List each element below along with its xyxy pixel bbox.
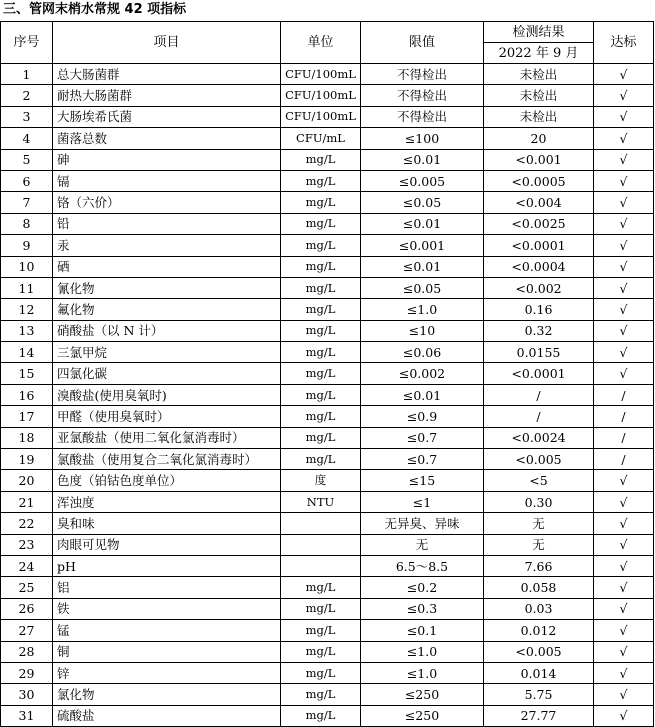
pass-cell: √ xyxy=(594,128,654,149)
result-cell: 0.012 xyxy=(484,620,594,641)
table-row xyxy=(1,256,654,277)
unit-cell xyxy=(281,534,361,555)
table-row xyxy=(1,470,654,491)
table-row xyxy=(1,620,654,641)
seq-cell: 31 xyxy=(1,705,53,726)
unit-cell: mg/L xyxy=(281,235,361,256)
table-row xyxy=(1,577,654,598)
result-cell: <0.002 xyxy=(484,277,594,298)
table-row xyxy=(1,170,654,191)
table-row xyxy=(1,449,654,470)
table-row xyxy=(1,235,654,256)
pass-cell: √ xyxy=(594,620,654,641)
limit-cell: ≤250 xyxy=(361,684,484,705)
pass-cell: √ xyxy=(594,192,654,213)
item-cell: 铝 xyxy=(53,577,281,598)
result-cell: <0.005 xyxy=(484,641,594,662)
table-row xyxy=(1,427,654,448)
pass-cell: √ xyxy=(594,277,654,298)
unit-cell: mg/L xyxy=(281,641,361,662)
item-cell: 铜 xyxy=(53,641,281,662)
unit-cell: mg/L xyxy=(281,170,361,191)
limit-cell: 不得检出 xyxy=(361,106,484,127)
pass-cell: √ xyxy=(594,256,654,277)
limit-cell: 不得检出 xyxy=(361,85,484,106)
result-cell: 0.32 xyxy=(484,320,594,341)
table-row xyxy=(1,705,654,726)
pass-cell: √ xyxy=(594,106,654,127)
result-cell: <0.0001 xyxy=(484,363,594,384)
seq-cell: 4 xyxy=(1,128,53,149)
result-cell: <0.005 xyxy=(484,449,594,470)
item-cell: 耐热大肠菌群 xyxy=(53,85,281,106)
pass-cell: √ xyxy=(594,235,654,256)
limit-cell: ≤1 xyxy=(361,491,484,512)
seq-cell: 13 xyxy=(1,320,53,341)
seq-cell: 11 xyxy=(1,277,53,298)
limit-cell: ≤0.01 xyxy=(361,384,484,405)
item-cell: 三氯甲烷 xyxy=(53,342,281,363)
result-cell: 0.014 xyxy=(484,662,594,683)
item-cell: 甲醛（使用臭氧时） xyxy=(53,406,281,427)
limit-cell: ≤0.05 xyxy=(361,192,484,213)
seq-cell: 24 xyxy=(1,555,53,576)
result-cell: 0.0155 xyxy=(484,342,594,363)
unit-cell: CFU/100mL xyxy=(281,85,361,106)
pass-cell: √ xyxy=(594,598,654,619)
item-cell: 色度（铂钴色度单位） xyxy=(53,470,281,491)
seq-cell: 9 xyxy=(1,235,53,256)
table-row xyxy=(1,320,654,341)
limit-cell: 6.5～8.5 xyxy=(361,555,484,576)
pass-cell: √ xyxy=(594,641,654,662)
item-cell: 铅 xyxy=(53,213,281,234)
pass-cell: / xyxy=(594,406,654,427)
table-row xyxy=(1,277,654,298)
seq-cell: 28 xyxy=(1,641,53,662)
unit-cell: CFU/mL xyxy=(281,128,361,149)
limit-cell: 无 xyxy=(361,534,484,555)
unit-cell: mg/L xyxy=(281,342,361,363)
pass-cell: √ xyxy=(594,299,654,320)
header-seq: 序号 xyxy=(1,22,53,64)
result-cell: 未检出 xyxy=(484,64,594,85)
table-row xyxy=(1,106,654,127)
seq-cell: 23 xyxy=(1,534,53,555)
item-cell: 浑浊度 xyxy=(53,491,281,512)
result-cell: <0.0024 xyxy=(484,427,594,448)
unit-cell: mg/L xyxy=(281,406,361,427)
seq-cell: 22 xyxy=(1,513,53,534)
unit-cell: mg/L xyxy=(281,320,361,341)
item-cell: 铁 xyxy=(53,598,281,619)
seq-cell: 16 xyxy=(1,384,53,405)
result-cell: 未检出 xyxy=(484,85,594,106)
table-row xyxy=(1,192,654,213)
limit-cell: ≤1.0 xyxy=(361,299,484,320)
item-cell: 硝酸盐（以 N 计） xyxy=(53,320,281,341)
table-row xyxy=(1,662,654,683)
unit-cell: mg/L xyxy=(281,277,361,298)
unit-cell: CFU/100mL xyxy=(281,64,361,85)
item-cell: 锌 xyxy=(53,662,281,683)
table-row xyxy=(1,213,654,234)
unit-cell xyxy=(281,555,361,576)
seq-cell: 3 xyxy=(1,106,53,127)
pass-cell: √ xyxy=(594,149,654,170)
item-cell: 氯酸盐（使用复合二氧化氯消毒时） xyxy=(53,449,281,470)
limit-cell: ≤0.01 xyxy=(361,213,484,234)
result-cell: 0.03 xyxy=(484,598,594,619)
limit-cell: ≤0.2 xyxy=(361,577,484,598)
limit-cell: ≤0.01 xyxy=(361,149,484,170)
limit-cell: ≤0.005 xyxy=(361,170,484,191)
unit-cell: mg/L xyxy=(281,384,361,405)
unit-cell: mg/L xyxy=(281,427,361,448)
pass-cell: √ xyxy=(594,470,654,491)
item-cell: 肉眼可见物 xyxy=(53,534,281,555)
unit-cell: mg/L xyxy=(281,449,361,470)
limit-cell: ≤0.3 xyxy=(361,598,484,619)
pass-cell: √ xyxy=(594,577,654,598)
limit-cell: ≤0.05 xyxy=(361,277,484,298)
result-cell: <0.004 xyxy=(484,192,594,213)
result-cell: 未检出 xyxy=(484,106,594,127)
section-heading: 三、管网末梢水常规 42 项指标 xyxy=(3,2,187,17)
table-row xyxy=(1,406,654,427)
pass-cell: √ xyxy=(594,684,654,705)
item-cell: 砷 xyxy=(53,149,281,170)
indicator-table xyxy=(0,21,654,727)
seq-cell: 25 xyxy=(1,577,53,598)
item-cell: 亚氯酸盐（使用二氧化氯消毒时） xyxy=(53,427,281,448)
unit-cell: mg/L xyxy=(281,363,361,384)
limit-cell: 无异臭、异味 xyxy=(361,513,484,534)
seq-cell: 2 xyxy=(1,85,53,106)
unit-cell: mg/L xyxy=(281,149,361,170)
table-row xyxy=(1,342,654,363)
result-cell: 0.16 xyxy=(484,299,594,320)
pass-cell: √ xyxy=(594,491,654,512)
item-cell: 溴酸盐(使用臭氧时) xyxy=(53,384,281,405)
seq-cell: 6 xyxy=(1,170,53,191)
seq-cell: 29 xyxy=(1,662,53,683)
table-body xyxy=(1,64,654,727)
seq-cell: 19 xyxy=(1,449,53,470)
limit-cell: ≤15 xyxy=(361,470,484,491)
item-cell: 硫酸盐 xyxy=(53,705,281,726)
pass-cell: √ xyxy=(594,320,654,341)
table-row xyxy=(1,299,654,320)
table-row xyxy=(1,641,654,662)
result-cell: 7.66 xyxy=(484,555,594,576)
seq-cell: 10 xyxy=(1,256,53,277)
header-result-group: 检测结果 xyxy=(484,22,594,43)
seq-cell: 15 xyxy=(1,363,53,384)
item-cell: 铬（六价） xyxy=(53,192,281,213)
unit-cell: mg/L xyxy=(281,620,361,641)
unit-cell: mg/L xyxy=(281,192,361,213)
item-cell: 菌落总数 xyxy=(53,128,281,149)
seq-cell: 30 xyxy=(1,684,53,705)
unit-cell: mg/L xyxy=(281,598,361,619)
limit-cell: ≤0.7 xyxy=(361,427,484,448)
result-cell: <0.0001 xyxy=(484,235,594,256)
seq-cell: 26 xyxy=(1,598,53,619)
unit-cell: mg/L xyxy=(281,684,361,705)
header-limit: 限值 xyxy=(361,22,484,64)
pass-cell: √ xyxy=(594,534,654,555)
table-row xyxy=(1,598,654,619)
seq-cell: 1 xyxy=(1,64,53,85)
limit-cell: 不得检出 xyxy=(361,64,484,85)
unit-cell xyxy=(281,513,361,534)
unit-cell: mg/L xyxy=(281,256,361,277)
pass-cell: √ xyxy=(594,64,654,85)
seq-cell: 27 xyxy=(1,620,53,641)
pass-cell: √ xyxy=(594,342,654,363)
limit-cell: ≤0.1 xyxy=(361,620,484,641)
limit-cell: ≤0.002 xyxy=(361,363,484,384)
item-cell: pH xyxy=(53,555,281,576)
limit-cell: ≤1.0 xyxy=(361,662,484,683)
seq-cell: 20 xyxy=(1,470,53,491)
seq-cell: 7 xyxy=(1,192,53,213)
table-row xyxy=(1,363,654,384)
seq-cell: 14 xyxy=(1,342,53,363)
result-cell: <5 xyxy=(484,470,594,491)
limit-cell: ≤0.001 xyxy=(361,235,484,256)
item-cell: 臭和味 xyxy=(53,513,281,534)
seq-cell: 8 xyxy=(1,213,53,234)
unit-cell: mg/L xyxy=(281,577,361,598)
table-row xyxy=(1,684,654,705)
item-cell: 总大肠菌群 xyxy=(53,64,281,85)
pass-cell: √ xyxy=(594,170,654,191)
table-row xyxy=(1,64,654,85)
item-cell: 汞 xyxy=(53,235,281,256)
header-pass: 达标 xyxy=(594,22,654,64)
table-row xyxy=(1,555,654,576)
limit-cell: ≤1.0 xyxy=(361,641,484,662)
pass-cell: √ xyxy=(594,662,654,683)
unit-cell: mg/L xyxy=(281,213,361,234)
header-unit: 单位 xyxy=(281,22,361,64)
limit-cell: ≤0.01 xyxy=(361,256,484,277)
header-result-date: 2022 年 9 月 xyxy=(484,43,594,64)
item-cell: 氯化物 xyxy=(53,684,281,705)
result-cell: / xyxy=(484,384,594,405)
pass-cell: / xyxy=(594,449,654,470)
seq-cell: 12 xyxy=(1,299,53,320)
item-cell: 硒 xyxy=(53,256,281,277)
table-row xyxy=(1,513,654,534)
result-cell: <0.0025 xyxy=(484,213,594,234)
result-cell: <0.0005 xyxy=(484,170,594,191)
unit-cell: CFU/100mL xyxy=(281,106,361,127)
table-row xyxy=(1,384,654,405)
item-cell: 锰 xyxy=(53,620,281,641)
result-cell: 无 xyxy=(484,513,594,534)
unit-cell: mg/L xyxy=(281,299,361,320)
result-cell: 0.058 xyxy=(484,577,594,598)
seq-cell: 21 xyxy=(1,491,53,512)
unit-cell: NTU xyxy=(281,491,361,512)
pass-cell: √ xyxy=(594,363,654,384)
pass-cell: √ xyxy=(594,513,654,534)
pass-cell: √ xyxy=(594,705,654,726)
item-cell: 镉 xyxy=(53,170,281,191)
item-cell: 氟化物 xyxy=(53,299,281,320)
result-cell: / xyxy=(484,406,594,427)
limit-cell: ≤100 xyxy=(361,128,484,149)
table-row xyxy=(1,85,654,106)
limit-cell: ≤250 xyxy=(361,705,484,726)
table-row xyxy=(1,149,654,170)
result-cell: 0.30 xyxy=(484,491,594,512)
result-cell: 无 xyxy=(484,534,594,555)
result-cell: 27.77 xyxy=(484,705,594,726)
limit-cell: ≤10 xyxy=(361,320,484,341)
item-cell: 大肠埃希氏菌 xyxy=(53,106,281,127)
header-item: 项目 xyxy=(53,22,281,64)
limit-cell: ≤0.06 xyxy=(361,342,484,363)
unit-cell: 度 xyxy=(281,470,361,491)
seq-cell: 17 xyxy=(1,406,53,427)
result-cell: 20 xyxy=(484,128,594,149)
result-cell: <0.001 xyxy=(484,149,594,170)
seq-cell: 5 xyxy=(1,149,53,170)
item-cell: 四氯化碳 xyxy=(53,363,281,384)
result-cell: <0.0004 xyxy=(484,256,594,277)
pass-cell: √ xyxy=(594,213,654,234)
pass-cell: √ xyxy=(594,555,654,576)
unit-cell: mg/L xyxy=(281,662,361,683)
limit-cell: ≤0.7 xyxy=(361,449,484,470)
item-cell: 氰化物 xyxy=(53,277,281,298)
pass-cell: / xyxy=(594,384,654,405)
table-row xyxy=(1,491,654,512)
result-cell: 5.75 xyxy=(484,684,594,705)
table-row xyxy=(1,128,654,149)
seq-cell: 18 xyxy=(1,427,53,448)
table-row xyxy=(1,534,654,555)
unit-cell: mg/L xyxy=(281,705,361,726)
limit-cell: ≤0.9 xyxy=(361,406,484,427)
pass-cell: √ xyxy=(594,85,654,106)
pass-cell: / xyxy=(594,427,654,448)
